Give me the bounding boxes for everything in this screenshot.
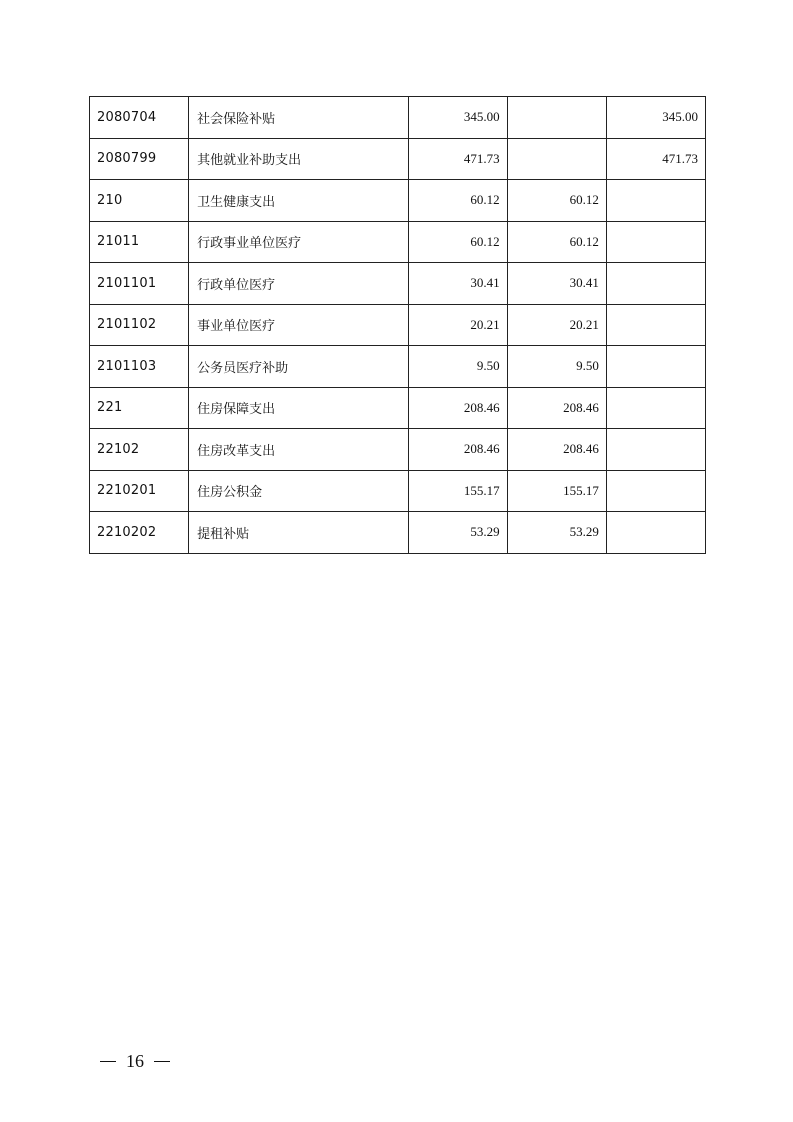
account-code-cell: 22102 [90, 429, 189, 471]
account-name-cell: 其他就业补助支出 [189, 138, 408, 180]
total-amount-cell: 471.73 [408, 138, 507, 180]
table-row [90, 429, 706, 471]
table-row [90, 346, 706, 388]
total-amount-cell: 60.12 [408, 180, 507, 222]
account-code-cell: 2080704 [90, 97, 189, 139]
left-dash [100, 1061, 116, 1063]
table-row [90, 97, 706, 139]
basic-expenditure-cell: 155.17 [507, 470, 606, 512]
account-name-cell: 卫生健康支出 [189, 180, 408, 222]
total-amount-cell: 30.41 [408, 263, 507, 305]
table-row [90, 180, 706, 222]
right-dash [154, 1061, 170, 1063]
basic-expenditure-cell: 20.21 [507, 304, 606, 346]
table-row [90, 470, 706, 512]
page-number-text: 16 [126, 1051, 144, 1071]
account-name-cell: 住房公积金 [189, 470, 408, 512]
account-name-cell: 事业单位医疗 [189, 304, 408, 346]
table-row [90, 304, 706, 346]
account-name-cell: 行政单位医疗 [189, 263, 408, 305]
project-expenditure-cell [606, 263, 705, 305]
account-code-cell: 2210202 [90, 512, 189, 554]
basic-expenditure-cell [507, 138, 606, 180]
project-expenditure-cell [606, 512, 705, 554]
project-expenditure-cell [606, 221, 705, 263]
project-expenditure-cell [606, 429, 705, 471]
table-row [90, 512, 706, 554]
account-code-cell: 2210201 [90, 470, 189, 512]
total-amount-cell: 53.29 [408, 512, 507, 554]
project-expenditure-cell [606, 470, 705, 512]
basic-expenditure-cell: 60.12 [507, 221, 606, 263]
table-row [90, 387, 706, 429]
project-expenditure-cell [606, 387, 705, 429]
account-name-cell: 住房改革支出 [189, 429, 408, 471]
basic-expenditure-cell: 53.29 [507, 512, 606, 554]
basic-expenditure-cell: 208.46 [507, 429, 606, 471]
basic-expenditure-cell: 60.12 [507, 180, 606, 222]
account-code-cell: 2101101 [90, 263, 189, 305]
project-expenditure-cell: 345.00 [606, 97, 705, 139]
total-amount-cell: 208.46 [408, 387, 507, 429]
account-name-cell: 住房保障支出 [189, 387, 408, 429]
account-code-cell: 2080799 [90, 138, 189, 180]
project-expenditure-cell [606, 346, 705, 388]
account-code-cell: 2101102 [90, 304, 189, 346]
total-amount-cell: 20.21 [408, 304, 507, 346]
account-name-cell: 公务员医疗补助 [189, 346, 408, 388]
project-expenditure-cell: 471.73 [606, 138, 705, 180]
table-body [90, 97, 706, 554]
basic-expenditure-cell [507, 97, 606, 139]
account-code-cell: 221 [90, 387, 189, 429]
account-code-cell: 21011 [90, 221, 189, 263]
basic-expenditure-cell: 30.41 [507, 263, 606, 305]
account-name-cell: 社会保险补贴 [189, 97, 408, 139]
page-number [100, 1051, 170, 1072]
project-expenditure-cell [606, 304, 705, 346]
account-name-cell: 行政事业单位医疗 [189, 221, 408, 263]
table-row [90, 221, 706, 263]
account-name-cell: 提租补贴 [189, 512, 408, 554]
table-row [90, 263, 706, 305]
account-code-cell: 2101103 [90, 346, 189, 388]
table-row [90, 138, 706, 180]
budget-table [89, 96, 706, 554]
basic-expenditure-cell: 208.46 [507, 387, 606, 429]
total-amount-cell: 60.12 [408, 221, 507, 263]
project-expenditure-cell [606, 180, 705, 222]
total-amount-cell: 208.46 [408, 429, 507, 471]
total-amount-cell: 9.50 [408, 346, 507, 388]
total-amount-cell: 155.17 [408, 470, 507, 512]
account-code-cell: 210 [90, 180, 189, 222]
total-amount-cell: 345.00 [408, 97, 507, 139]
basic-expenditure-cell: 9.50 [507, 346, 606, 388]
